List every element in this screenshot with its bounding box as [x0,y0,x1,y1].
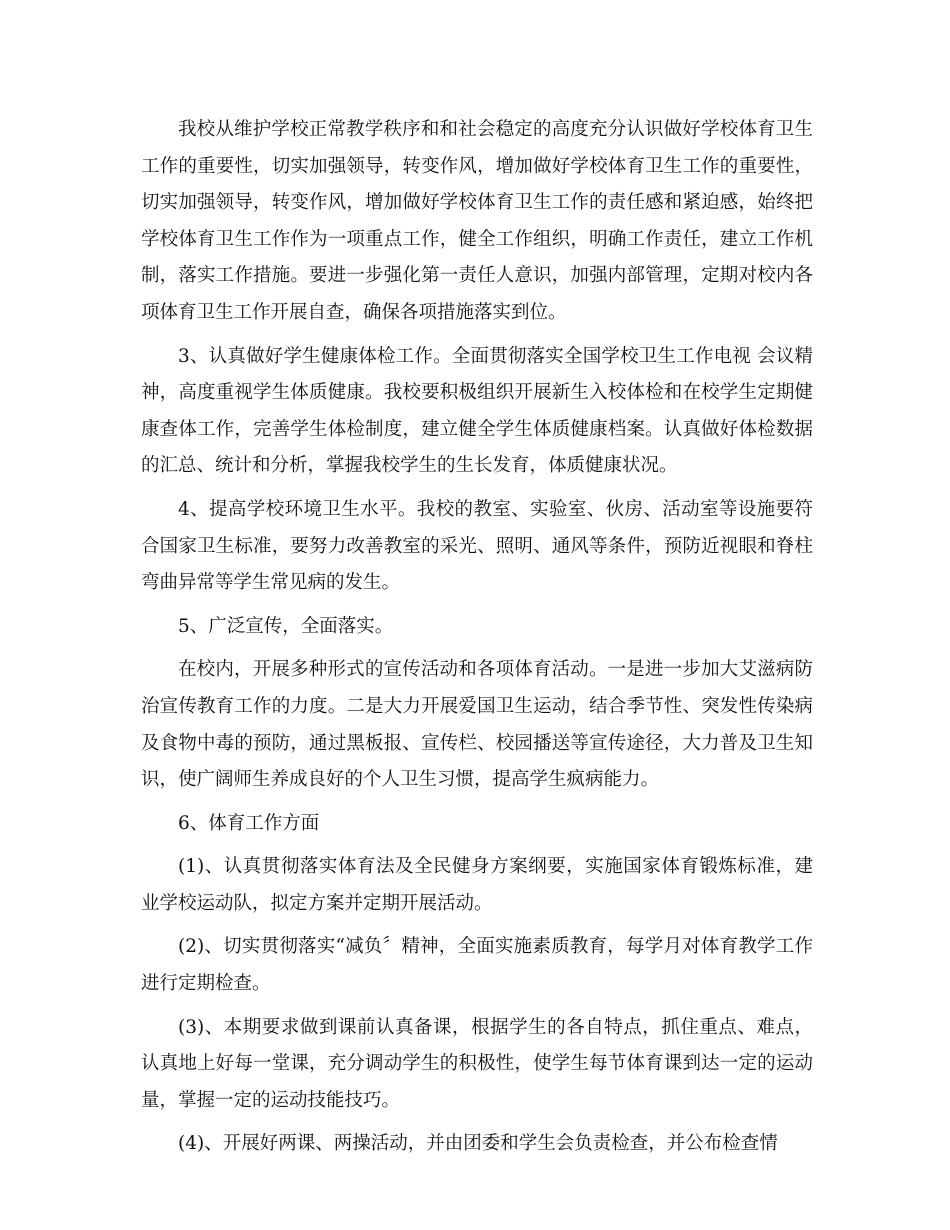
paragraph-item-4-environment: 4、提高学校环境卫生水平。我校的教室、实验室、伙房、活动室等设施要符合国家卫生标准，要努力改善教室的采光、照明、通风等条件，预防近视眼和脊柱弯曲异常等学生常见病的发生。 [141,498,813,594]
paragraph-item-6-heading: 6、体育工作方面 [178,812,320,834]
paragraph-item-3-health-checkup: 3、认真做好学生健康体检工作。全面贯彻落实全国学校卫生工作电视 会议精神，高度重视学生体质健康。我校要积极组织开展新生入校体检和在校学生定期健康查体工作，完善学生体检制度，建立健全学生体质健康档案。认真做好体检数据的汇总、统计和分析，掌握我校学生的生长发育，体质健康状况。 [141,345,813,477]
paragraph-intro: 我校从维护学校正常教学秩序和和社会稳定的高度充分认识做好学校体育卫生工作的重要性，切实加强领导，转变作风，增加做好学校体育卫生工作的重要性，切实加强领导，转变作风，增加做好学校体育卫生工作的责任感和紧迫感，始终把学校体育卫生工作作为一项重点工作，健全工作组织，明确工作责任，建立工作机制，落实工作措施。要进一步强化第一责任人意识，加强内部管理，定期对校内各项体育卫生工作开展自查，确保各项措施落实到位。 [141,119,813,323]
document-body [141,112,813,1170]
paragraph-subitem-1: (1)、认真贯彻落实体育法及全民健身方案纲要，实施国家体育锻炼标准，建业学校运动队，拟定方案并定期开展活动。 [141,856,813,914]
paragraph-subitem-4: (4)、开展好两课、两操活动，并由团委和学生会负责检查，并公布检查情 [178,1133,778,1155]
paragraph-subitem-3: (3)、本期要求做到课前认真备课，根据学生的各自特点，抓住重点、难点，认真地上好每一堂课，充分调动学生的积极性，使学生每节体育课到达一定的运动量，掌握一定的运动技能技巧。 [141,1016,813,1111]
paragraph-publicity: 在校内，开展多种形式的宣传活动和各项体育活动。一是进一步加大艾滋病防治宣传教育工作的力度。二是大力开展爱国卫生运动，结合季节性、突发性传染病及食物中毒的预防，通过黑板报、宣传栏、校园播送等宣传途径，大力普及卫生知识，使广阔师生养成良好的个人卫生习惯，提高学生疯病能力。 [141,659,813,791]
paragraph-item-5-heading: 5、广泛宣传，全面落实。 [178,615,394,637]
paragraph-subitem-2: (2)、切实贯彻落实“减负〞精神，全面实施素质教育，每学月对体育教学工作进行定期检查。 [141,936,813,995]
